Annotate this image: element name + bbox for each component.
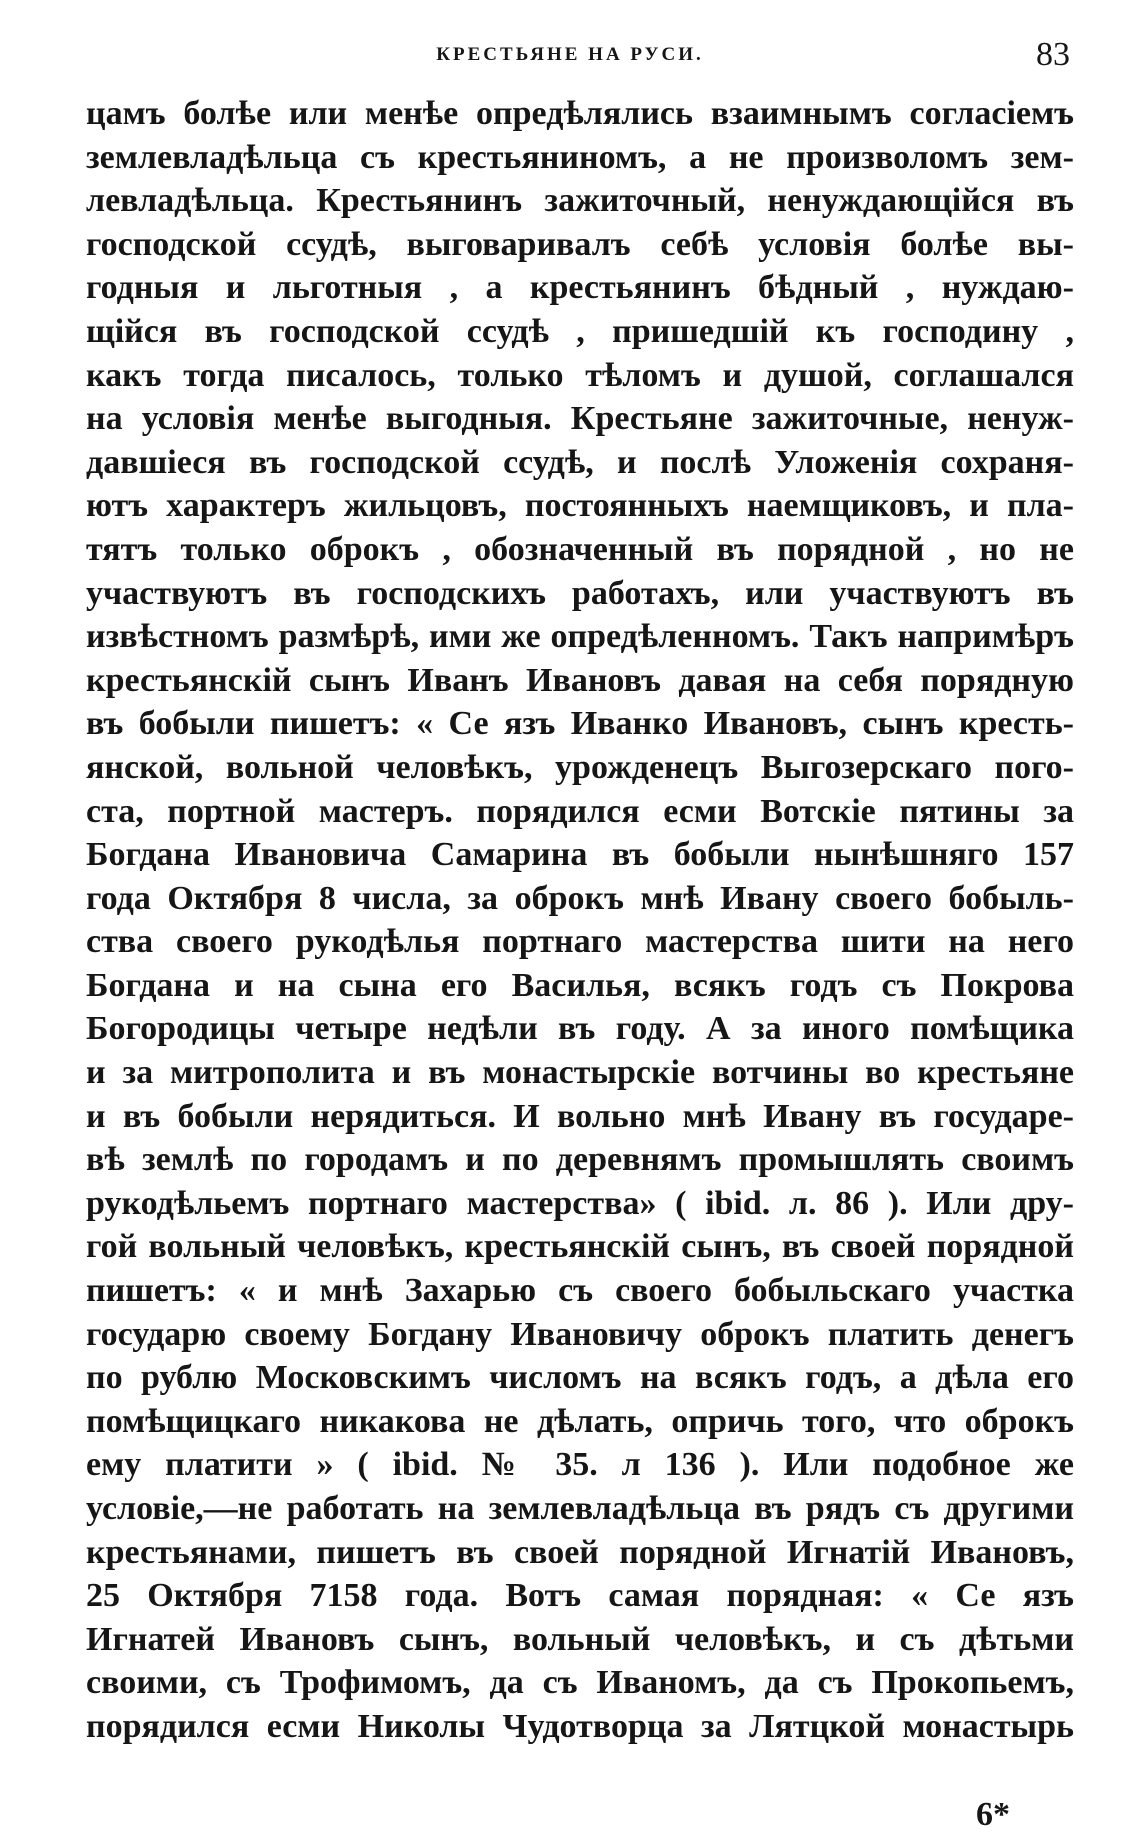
text-line: щійся въ господской ссудѣ , пришедшій къ господину , bbox=[86, 312, 1074, 350]
running-head bbox=[0, 36, 1140, 86]
text-line: ста, портной мастеръ. порядился есми Вотскіе пятины за bbox=[86, 792, 1074, 830]
text-line: Богдана и на сына его Василья, всякъ годъ съ Покрова bbox=[86, 966, 1074, 1004]
text-line: господской ссудѣ, выговаривалъ себѣ условія болѣе вы- bbox=[86, 225, 1074, 263]
text-line: ютъ характеръ жильцовъ, постоянныхъ наемщиковъ, и пла- bbox=[86, 487, 1074, 525]
text-line: порядился есми Николы Чудотворца за Лятцкой монастырь bbox=[86, 1707, 1074, 1745]
text-line: 25 Октября 7158 года. Вотъ самая порядная: « Се язъ bbox=[86, 1577, 1074, 1615]
text-line: Богородицы четыре недѣли въ году. А за иного помѣщика bbox=[86, 1010, 1074, 1048]
text-line: землевладѣльца съ крестьяниномъ, а не произволомъ зем- bbox=[86, 138, 1074, 176]
text-line: своими, съ Трофимомъ, да съ Иваномъ, да съ Прокопьемъ, bbox=[86, 1664, 1074, 1702]
text-line: помѣщицкаго никакова не дѣлать, опричь того, что оброкъ bbox=[86, 1402, 1074, 1440]
text-line: рукодѣльемъ портнаго мастерства» ( ibid. л. 86 ). Или дру- bbox=[86, 1184, 1074, 1222]
text-line: левладѣльца. Крестьянинъ зажиточный, ненуждающійся въ bbox=[86, 182, 1074, 220]
text-line: Богдана Ивановича Самарина въ бобыли нынѣшняго 157 bbox=[86, 836, 1074, 874]
text-line: какъ тогда писалось, только тѣломъ и душой, соглашался bbox=[86, 356, 1074, 394]
text-line: на условія менѣе выгодныя. Крестьяне зажиточные, ненуж- bbox=[86, 400, 1074, 438]
text-line: и за митрополита и въ монастырскіе вотчины во крестьяне bbox=[86, 1054, 1074, 1092]
text-line: въ бобыли пишетъ: « Се язъ Иванко Ивановъ, сынъ кресть- bbox=[86, 705, 1074, 743]
text-line: вѣ землѣ по городамъ и по деревнямъ промышлять своимъ bbox=[86, 1141, 1074, 1179]
text-line: годныя и льготныя , а крестьянинъ бѣдный , нуждаю- bbox=[86, 269, 1074, 307]
text-line: тятъ только оброкъ , обозначенный въ порядной , но не bbox=[86, 530, 1074, 568]
text-line: извѣстномъ размѣрѣ, ими же опредѣленномъ. Такъ напримѣръ bbox=[86, 618, 1074, 656]
text-line: и въ бобыли нерядиться. И вольно мнѣ Ивану въ государе- bbox=[86, 1097, 1074, 1135]
text-line: по рублю Московскимъ числомъ на всякъ годъ, а дѣла его bbox=[86, 1359, 1074, 1397]
text-line: давшіеся въ господской ссудѣ, и послѣ Уложенія сохраня- bbox=[86, 443, 1074, 481]
running-title: КРЕСТЬЯНЕ НА РУСИ. bbox=[436, 44, 704, 65]
text-line: года Октября 8 числа, за оброкъ мнѣ Ивану своего бобыль- bbox=[86, 879, 1074, 917]
page-number: 83 bbox=[1036, 36, 1070, 73]
text-line: цамъ болѣе или менѣе опредѣлялись взаимнымъ согласіемъ bbox=[86, 95, 1074, 132]
body-text bbox=[86, 92, 1074, 1749]
text-line: ему платити » ( ibid. № 35. л 136 ). Или подобное же bbox=[86, 1446, 1074, 1484]
text-line: крестьянами, пишетъ въ своей порядной Игнатій Ивановъ, bbox=[86, 1533, 1074, 1571]
text-line: Игнатей Ивановъ сынъ, вольный человѣкъ, и съ дѣтьми bbox=[86, 1620, 1074, 1658]
text-line: гой вольный человѣкъ, крестьянскій сынъ, въ своей порядной bbox=[86, 1228, 1074, 1266]
text-line: участвуютъ въ господскихъ работахъ, или участвуютъ въ bbox=[86, 574, 1074, 612]
text-line: крестьянскій сынъ Иванъ Ивановъ давая на себя порядную bbox=[86, 661, 1074, 699]
text-line: пишетъ: « и мнѣ Захарью съ своего бобыльскаго участка bbox=[86, 1272, 1074, 1310]
text-line: янской, вольной человѣкъ, урожденецъ Выгозерскаго пого- bbox=[86, 748, 1074, 786]
signature-mark: 6* bbox=[976, 1796, 1010, 1833]
text-line: условіе,—не работать на землевладѣльца въ рядъ съ другими bbox=[86, 1490, 1074, 1527]
text-line: государю своему Богдану Ивановичу оброкъ платить денегъ bbox=[86, 1315, 1074, 1353]
text-line: ства своего рукодѣлья портнаго мастерства шити на него bbox=[86, 923, 1074, 961]
